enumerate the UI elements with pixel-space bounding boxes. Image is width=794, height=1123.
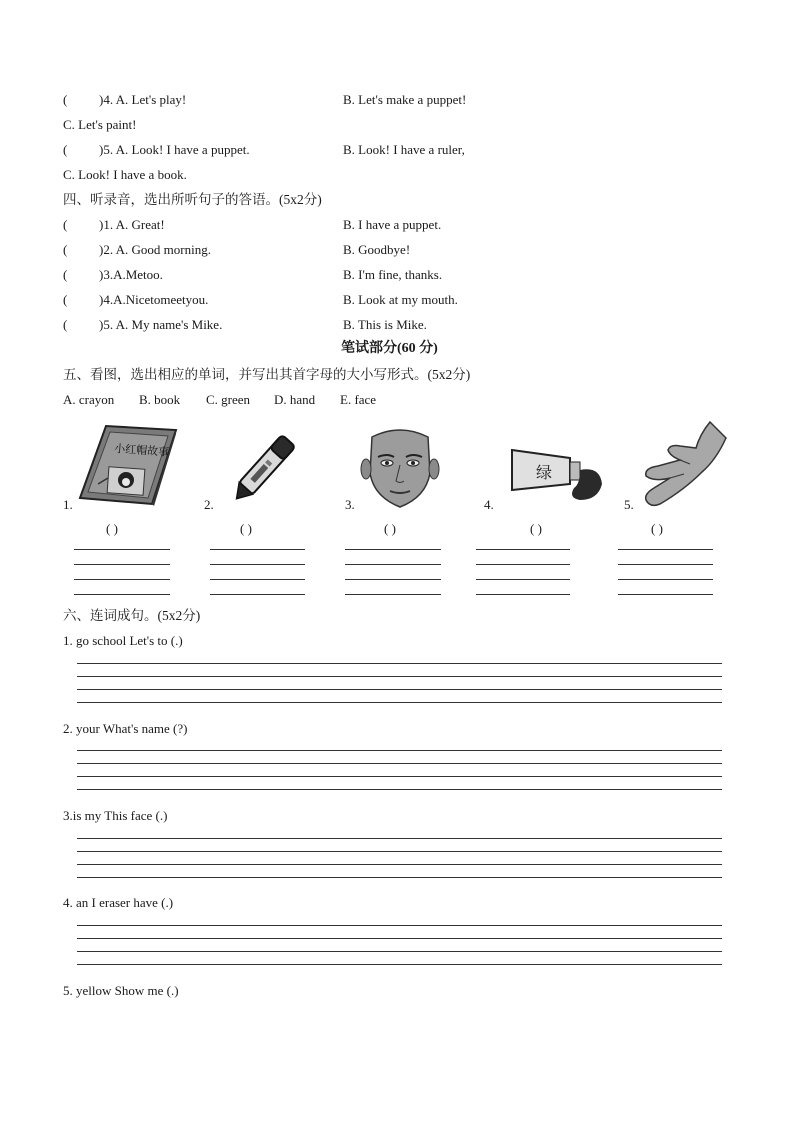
written-part-title: 笔试部分(60 分) (341, 341, 438, 356)
write-line (77, 789, 722, 790)
paint-tube-picture (508, 440, 608, 511)
tube-label-text: 绿 (536, 463, 553, 482)
write-line (210, 549, 305, 550)
write-line (77, 851, 722, 852)
book-title-text: 小红帽故事 (113, 442, 170, 459)
write-line (210, 564, 305, 565)
option-a: A. My name's Mike. (115, 317, 223, 332)
answer-paren: ( (63, 92, 68, 107)
option-a: A. Let's play! (115, 92, 187, 107)
write-line (345, 579, 441, 580)
answer-paren: ( (63, 292, 68, 307)
picture-number-5: 5. (624, 497, 634, 512)
write-line (476, 549, 570, 550)
q3-4-row (63, 92, 186, 108)
option-a: A. Look! I have a puppet. (115, 142, 250, 157)
answer-bracket-2: ( ) (240, 521, 252, 536)
section5-option-d: D. hand (274, 392, 316, 407)
book-picture (78, 424, 178, 511)
answer-bracket-1: ( ) (106, 521, 118, 536)
write-line (476, 564, 570, 565)
section6-item-1: 1. go school Let's to (.) (63, 633, 183, 648)
section6-item-2: 2. your What's name (?) (63, 721, 188, 736)
question-number: )4. (99, 92, 114, 107)
write-line (210, 579, 305, 580)
question-number: )1. (99, 217, 114, 232)
write-line (476, 594, 570, 595)
write-line (74, 549, 170, 550)
write-line (77, 776, 722, 777)
answer-paren: ( (63, 267, 68, 282)
write-line (77, 925, 722, 926)
q4-1-option-b: B. I have a puppet. (343, 217, 442, 232)
section6-item-3: 3.is my This face (.) (63, 808, 168, 823)
write-line (476, 579, 570, 580)
q3-4-option-c: C. Let's paint! (63, 117, 137, 132)
q3-4-option-b: B. Let's make a puppet! (343, 92, 467, 107)
write-line (618, 549, 713, 550)
write-line (618, 579, 713, 580)
section5-title: 五、看图，选出相应的单词，并写出其首字母的大小写形式。(5x2分) (63, 367, 471, 382)
write-line (74, 564, 170, 565)
answer-bracket-3: ( ) (384, 521, 396, 536)
write-line (618, 594, 713, 595)
write-line (345, 564, 441, 565)
q4-4-option-b: B. Look at my mouth. (343, 292, 458, 307)
picture-number-1: 1. (63, 497, 73, 512)
question-number: )2. (99, 242, 114, 257)
write-line (618, 564, 713, 565)
question-number: )3. (99, 267, 114, 282)
write-line (77, 676, 722, 677)
write-line (345, 594, 441, 595)
section5-option-a: A. crayon (63, 392, 115, 407)
write-line (74, 594, 170, 595)
picture-number-4: 4. (484, 497, 494, 512)
section6-item-4: 4. an I eraser have (.) (63, 895, 174, 910)
write-line (77, 964, 722, 965)
section4-title: 四、听录音，选出所听句子的答语。(5x2分) (63, 192, 322, 207)
option-a: A.Metoo. (113, 267, 163, 282)
section5-option-b: B. book (139, 392, 181, 407)
answer-bracket-5: ( ) (651, 521, 663, 536)
q4-4-row (63, 292, 208, 308)
question-number: )5. (99, 317, 114, 332)
q4-3-row (63, 267, 163, 283)
q3-5-option-b: B. Look! I have a ruler, (343, 142, 465, 157)
write-line (77, 663, 722, 664)
crayon-picture (222, 425, 310, 512)
write-line (77, 702, 722, 703)
write-line (77, 877, 722, 878)
face-picture (360, 427, 440, 514)
option-a: A.Nicetomeetyou. (113, 292, 209, 307)
q4-2-option-b: B. Goodbye! (343, 242, 411, 257)
picture-number-2: 2. (204, 497, 214, 512)
write-line (210, 594, 305, 595)
answer-bracket-4: ( ) (530, 521, 542, 536)
question-number: )5. (99, 142, 114, 157)
section5-option-c: C. green (206, 392, 251, 407)
q4-1-row (63, 217, 165, 233)
answer-paren: ( (63, 242, 68, 257)
q4-2-row (63, 242, 211, 258)
picture-number-3: 3. (345, 497, 355, 512)
write-line (74, 579, 170, 580)
write-line (77, 938, 722, 939)
q3-5-option-c: C. Look! I have a book. (63, 167, 187, 182)
section5-option-e: E. face (340, 392, 377, 407)
q4-3-option-b: B. I'm fine, thanks. (343, 267, 443, 282)
q4-5-row (63, 317, 222, 333)
write-line (345, 549, 441, 550)
section6-title: 六、连词成句。(5x2分) (63, 608, 201, 623)
q4-5-option-b: B. This is Mike. (343, 317, 427, 332)
write-line (77, 750, 722, 751)
write-line (77, 689, 722, 690)
option-a: A. Great! (115, 217, 165, 232)
write-line (77, 838, 722, 839)
option-a: A. Good morning. (115, 242, 211, 257)
write-line (77, 763, 722, 764)
answer-paren: ( (63, 317, 68, 332)
hand-picture (640, 420, 728, 515)
write-line (77, 951, 722, 952)
answer-paren: ( (63, 217, 68, 232)
question-number: )4. (99, 292, 114, 307)
section6-item-5: 5. yellow Show me (.) (63, 983, 179, 998)
answer-paren: ( (63, 142, 68, 157)
write-line (77, 864, 722, 865)
q3-5-row (63, 142, 250, 158)
